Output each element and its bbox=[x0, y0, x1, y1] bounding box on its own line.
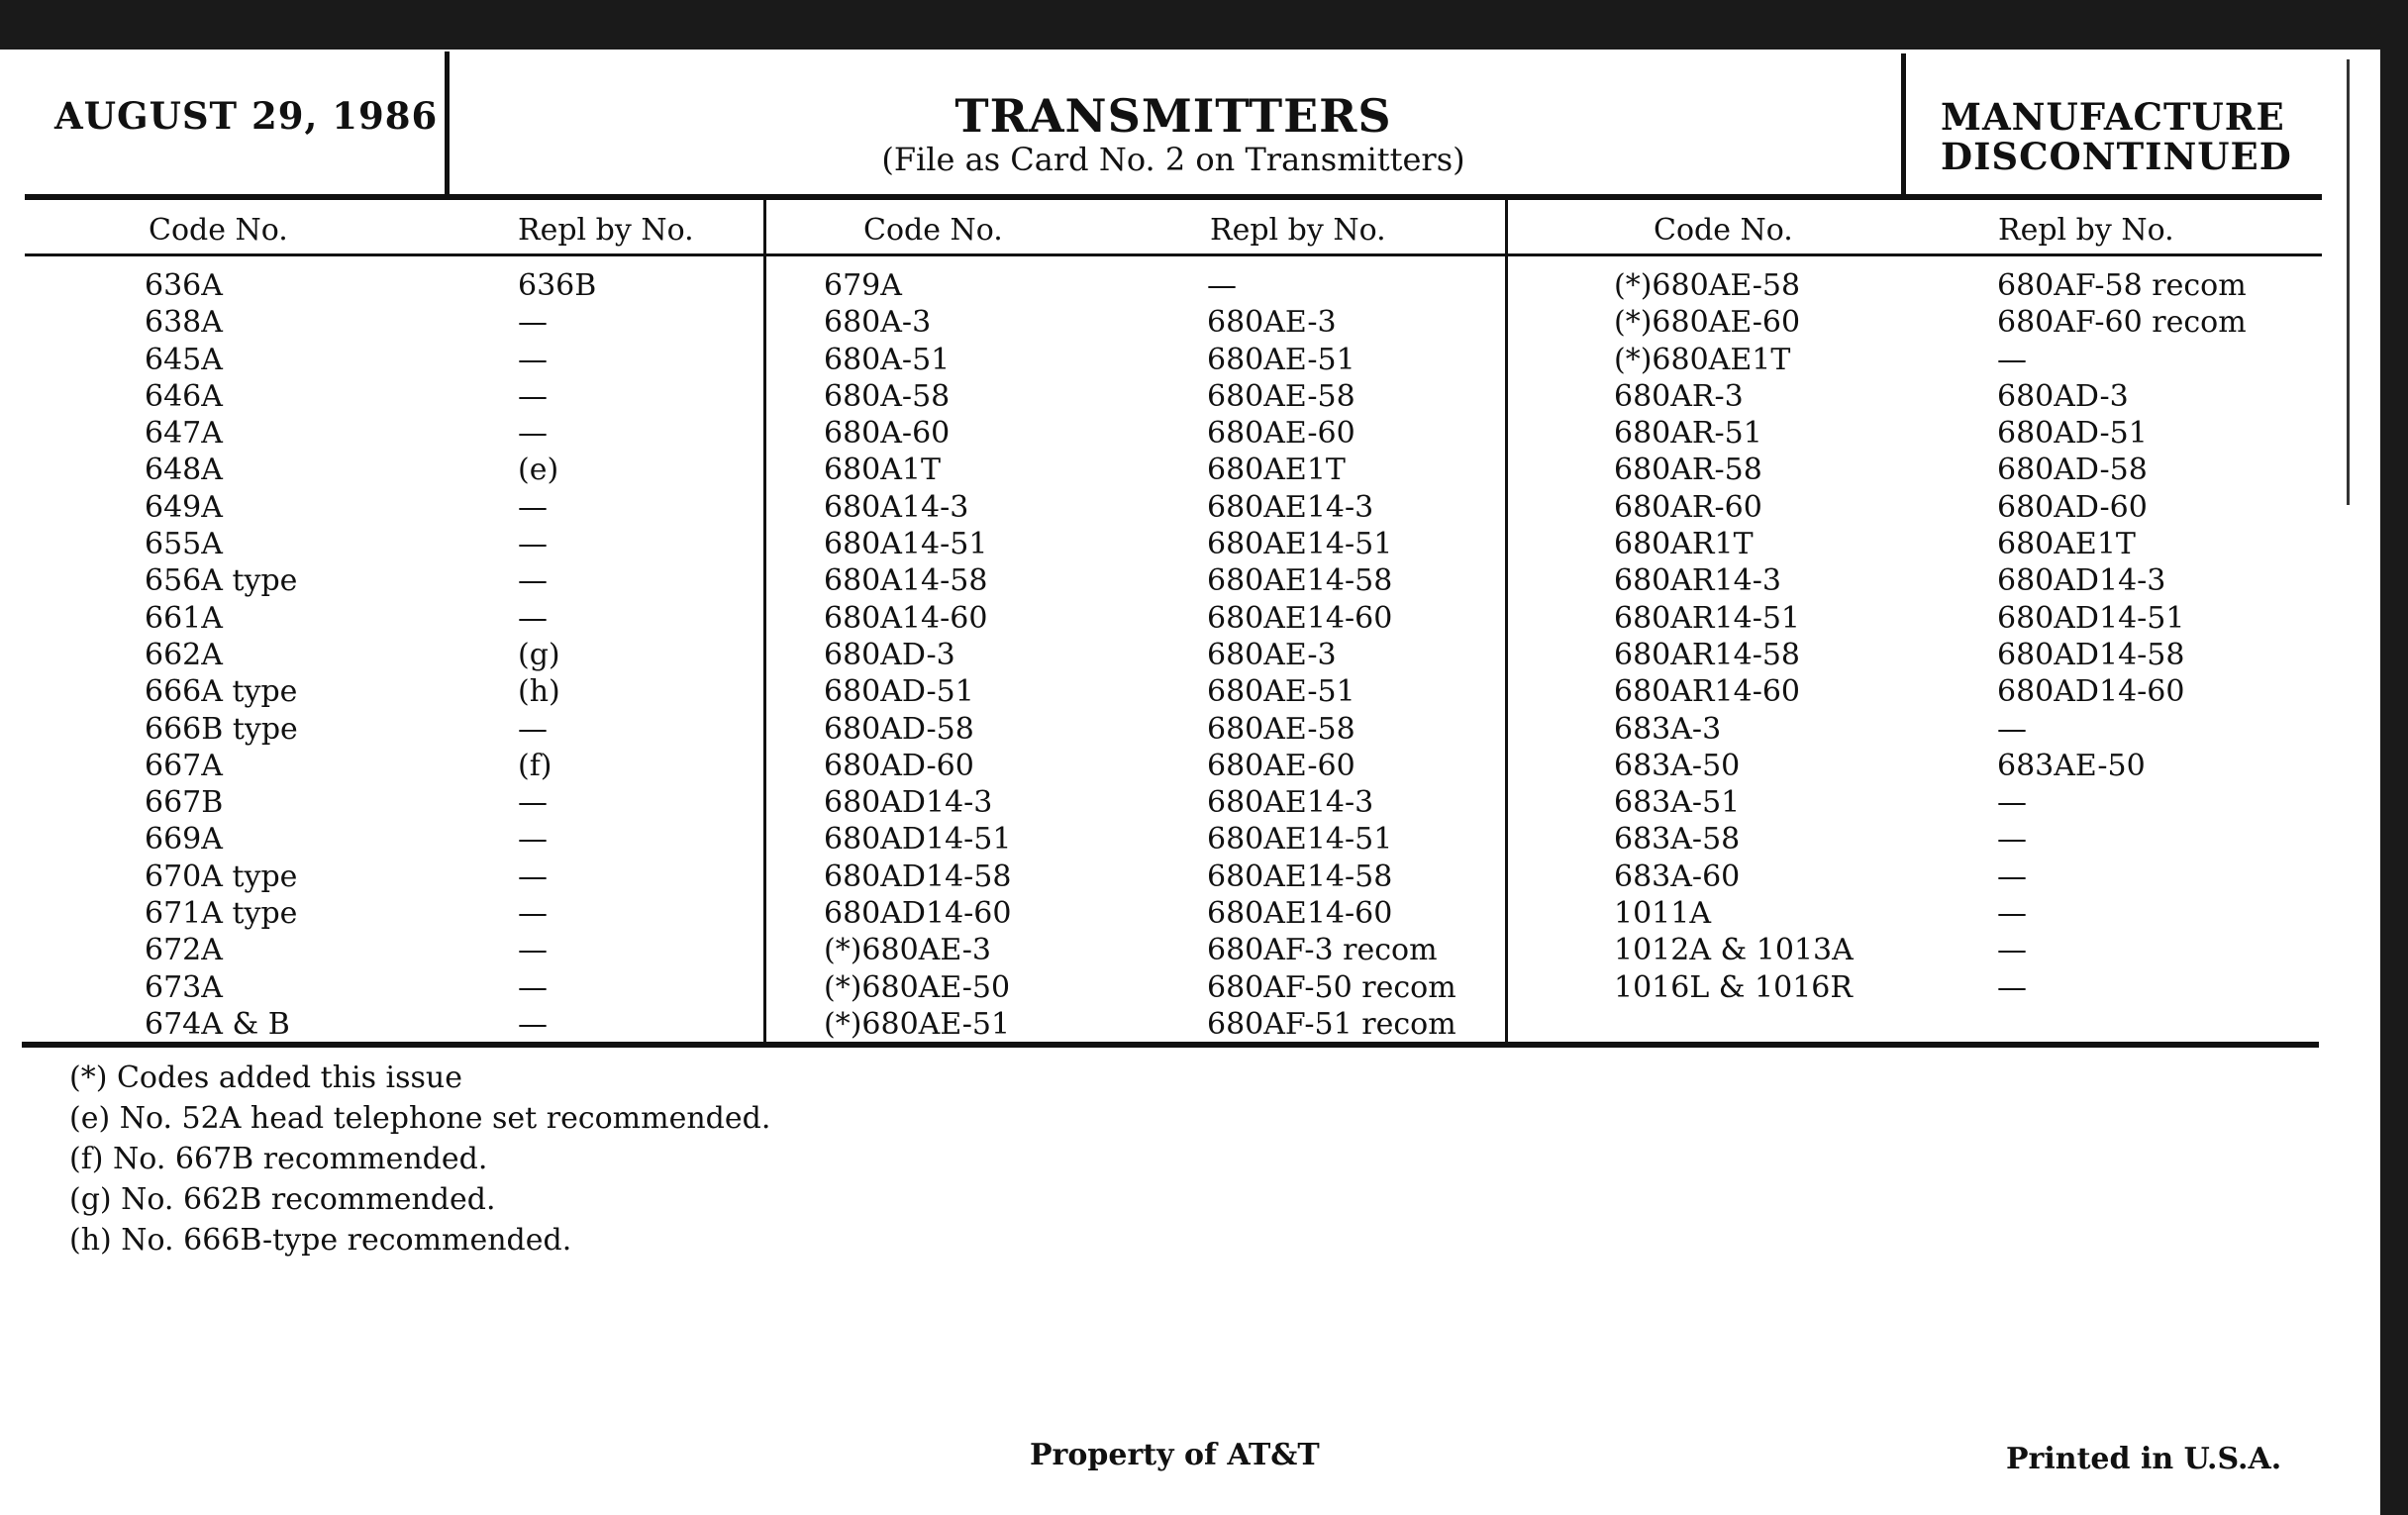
table-divider-2 bbox=[1505, 198, 1508, 1042]
col3-repl-list-item: — bbox=[1997, 896, 2027, 932]
col3-code-list-item: (*)680AE-60 bbox=[1614, 305, 1801, 341]
col2-repl-list-item: 680AE-3 bbox=[1207, 305, 1337, 341]
col2-repl-list-item: 680AF-50 recom bbox=[1207, 969, 1456, 1005]
col3-repl-list-item: — bbox=[1997, 858, 2027, 894]
col3-repl-list-item: 680AD-51 bbox=[1997, 416, 2148, 452]
col1-repl-list-item: — bbox=[518, 489, 548, 525]
col1-code-list-item: 672A bbox=[145, 933, 223, 968]
col2-code-list-item: 680A14-3 bbox=[824, 489, 969, 525]
col1-repl-list-item: — bbox=[518, 933, 548, 968]
card-edge-line bbox=[2347, 59, 2350, 505]
col2-repl-list-item: 680AE14-58 bbox=[1207, 563, 1393, 599]
col2-repl-list-item: 680AE14-3 bbox=[1207, 785, 1374, 821]
col2-code-list-item: 680AD14-3 bbox=[824, 785, 993, 821]
status-label bbox=[1941, 97, 2292, 176]
col3-code-list-item: 680AR14-51 bbox=[1614, 600, 1800, 636]
col3-repl-list-item: 680AD14-60 bbox=[1997, 674, 2185, 710]
col1-repl-list-item: — bbox=[518, 416, 548, 452]
header-rule bbox=[25, 194, 2322, 200]
col3-code-list-item: 683A-3 bbox=[1614, 711, 1722, 747]
col1-repl-list bbox=[518, 267, 596, 1043]
footer-printed: Printed in U.S.A. bbox=[2006, 1442, 2282, 1476]
col1-code-list-item: 669A bbox=[145, 822, 223, 858]
col3-code-list-item: (*)680AE1T bbox=[1614, 342, 1791, 377]
col1-code-header: Code No. bbox=[149, 213, 288, 248]
col3-code-list-item: 683A-50 bbox=[1614, 748, 1741, 783]
col2-repl-header: Repl by No. bbox=[1210, 213, 1386, 248]
col2-repl-list-item: 680AE-58 bbox=[1207, 378, 1355, 414]
col1-code-list-item: 667A bbox=[145, 748, 223, 783]
col3-repl-list-item: 680AE1T bbox=[1997, 527, 2136, 562]
col1-repl-list-item: — bbox=[518, 785, 548, 821]
col1-repl-list-item: — bbox=[518, 527, 548, 562]
col3-code-list-item: 680AR14-60 bbox=[1614, 674, 1800, 710]
col1-repl-list-item: — bbox=[518, 896, 548, 932]
col2-code-list-item: 680A-51 bbox=[824, 342, 951, 377]
col2-code-list-item: 680AD-60 bbox=[824, 748, 974, 783]
col3-repl-list-item: — bbox=[1997, 933, 2027, 968]
col1-repl-list-item: — bbox=[518, 711, 548, 747]
col1-repl-list-item: — bbox=[518, 563, 548, 599]
col3-code-list-item: 683A-60 bbox=[1614, 858, 1741, 894]
col2-repl-list-item: 680AE14-58 bbox=[1207, 858, 1393, 894]
col1-repl-list-item: — bbox=[518, 378, 548, 414]
col2-code-list-item: 680AD-3 bbox=[824, 637, 955, 672]
col1-repl-list-item: — bbox=[518, 822, 548, 858]
col1-code-list-item: 666A type bbox=[145, 674, 298, 710]
col2-code-list-item: 679A bbox=[824, 268, 902, 303]
col2-code-list-item: 680A-58 bbox=[824, 378, 951, 414]
col3-repl-list bbox=[1997, 267, 2247, 1006]
col2-repl-list-item: 680AE14-60 bbox=[1207, 600, 1393, 636]
col3-code-list-item: 1012A & 1013A bbox=[1614, 933, 1854, 968]
col3-code-list-item: 680AR14-58 bbox=[1614, 637, 1800, 672]
col3-code-list-item: 680AR-60 bbox=[1614, 489, 1762, 525]
col2-repl-list bbox=[1207, 267, 1456, 1043]
footnotes-item: (*) Codes added this issue bbox=[69, 1060, 463, 1095]
col1-repl-list-item: — bbox=[518, 342, 548, 377]
col2-repl-list-item: 680AE14-3 bbox=[1207, 489, 1374, 525]
col1-repl-list-item: (f) bbox=[518, 748, 552, 783]
col1-code-list-item: 662A bbox=[145, 637, 223, 672]
col3-code-list bbox=[1614, 267, 1854, 1006]
footnotes-item: (g) No. 662B recommended. bbox=[69, 1182, 496, 1217]
col2-repl-list-item: 680AE14-51 bbox=[1207, 527, 1393, 562]
col3-repl-list-item: 683AE-50 bbox=[1997, 748, 2146, 783]
col1-repl-list-item: — bbox=[518, 305, 548, 341]
col3-code-list-item: 683A-58 bbox=[1614, 822, 1741, 858]
col1-repl-list-item: — bbox=[518, 858, 548, 894]
col2-code-list-item: 680AD14-58 bbox=[824, 858, 1012, 894]
footnotes-item: (f) No. 667B recommended. bbox=[69, 1142, 488, 1176]
footer-property: Property of AT&T bbox=[1030, 1438, 1320, 1472]
col2-repl-list-item: 680AE-58 bbox=[1207, 711, 1355, 747]
col1-code-list bbox=[145, 267, 298, 1043]
col2-repl-list-item: 680AE14-60 bbox=[1207, 896, 1393, 932]
footnotes-item: (e) No. 52A head telephone set recommended. bbox=[69, 1101, 771, 1136]
col1-repl-header: Repl by No. bbox=[518, 213, 694, 248]
col3-code-list-item: 680AR14-3 bbox=[1614, 563, 1781, 599]
col1-repl-list-item: — bbox=[518, 600, 548, 636]
col1-code-list-item: 645A bbox=[145, 342, 223, 377]
col3-code-list-item: 683A-51 bbox=[1614, 785, 1741, 821]
col3-repl-list-item: — bbox=[1997, 342, 2027, 377]
col3-code-list-item: 680AR-51 bbox=[1614, 416, 1762, 452]
col3-repl-list-item: 680AD14-58 bbox=[1997, 637, 2185, 672]
col3-repl-list-item: — bbox=[1997, 711, 2027, 747]
col1-code-list-item: 646A bbox=[145, 378, 223, 414]
col1-repl-list-item: (g) bbox=[518, 637, 560, 672]
status-line-2: DISCONTINUED bbox=[1941, 135, 2292, 178]
col2-code-list-item: 680A-60 bbox=[824, 416, 951, 452]
col1-repl-list-item: — bbox=[518, 969, 548, 1005]
col2-code-list-item: (*)680AE-50 bbox=[824, 969, 1011, 1005]
col2-code-list-item: 680A1T bbox=[824, 453, 942, 488]
col3-code-header: Code No. bbox=[1654, 213, 1793, 248]
col2-repl-list-item: 680AE-3 bbox=[1207, 637, 1337, 672]
col1-code-list-item: 636A bbox=[145, 268, 223, 303]
col2-repl-list-item: — bbox=[1207, 268, 1237, 303]
header-divider-right bbox=[1901, 53, 1906, 198]
document-title: TRANSMITTERS bbox=[954, 89, 1392, 143]
col3-repl-header: Repl by No. bbox=[1998, 213, 2174, 248]
footnotes bbox=[69, 1058, 770, 1261]
col2-repl-list-item: 680AF-3 recom bbox=[1207, 933, 1438, 968]
col1-code-list-item: 661A bbox=[145, 600, 223, 636]
scan-top-border bbox=[0, 0, 2408, 50]
scan-right-border bbox=[2380, 50, 2408, 1515]
col2-code-list-item: 680AD14-60 bbox=[824, 896, 1012, 932]
col1-code-list-item: 638A bbox=[145, 305, 223, 341]
col3-repl-list-item: 680AF-58 recom bbox=[1997, 268, 2247, 303]
col3-code-list-item: 680AR-58 bbox=[1614, 453, 1762, 488]
col1-code-list-item: 674A & B bbox=[145, 1006, 290, 1042]
col3-code-list-item: 680AR1T bbox=[1614, 527, 1754, 562]
col3-repl-list-item: 680AD-3 bbox=[1997, 378, 2129, 414]
col2-repl-list-item: 680AE-60 bbox=[1207, 748, 1355, 783]
col1-code-list-item: 666B type bbox=[145, 711, 298, 747]
col1-code-list-item: 667B bbox=[145, 785, 224, 821]
col1-code-list-item: 656A type bbox=[145, 563, 298, 599]
table-divider-1 bbox=[763, 198, 766, 1042]
col2-repl-list-item: 680AE14-51 bbox=[1207, 822, 1393, 858]
col1-repl-list-item: (h) bbox=[518, 674, 560, 710]
footnotes-item: (h) No. 666B-type recommended. bbox=[69, 1223, 572, 1258]
col1-repl-list-item: — bbox=[518, 1006, 548, 1042]
col3-repl-list-item: 680AD14-3 bbox=[1997, 563, 2166, 599]
col3-code-list-item: 1011A bbox=[1614, 896, 1712, 932]
status-line-1: MANUFACTURE bbox=[1941, 95, 2285, 139]
col2-code-list-item: 680A-3 bbox=[824, 305, 932, 341]
col1-code-list-item: 670A type bbox=[145, 858, 298, 894]
col2-repl-list-item: 680AE-60 bbox=[1207, 416, 1355, 452]
col2-code-list-item: (*)680AE-51 bbox=[824, 1006, 1011, 1042]
col1-code-list-item: 647A bbox=[145, 416, 223, 452]
col1-repl-list-item: 636B bbox=[518, 268, 597, 303]
col2-code-list-item: 680AD-58 bbox=[824, 711, 974, 747]
col2-code-list-item: (*)680AE-3 bbox=[824, 933, 992, 968]
col1-repl-list-item: (e) bbox=[518, 453, 559, 488]
col3-repl-list-item: — bbox=[1997, 969, 2027, 1005]
col2-code-list bbox=[824, 267, 1011, 1043]
document-subtitle: (File as Card No. 2 on Transmitters) bbox=[881, 141, 1465, 178]
col2-repl-list-item: 680AE1T bbox=[1207, 453, 1346, 488]
col2-repl-list-item: 680AE-51 bbox=[1207, 342, 1355, 377]
col2-code-header: Code No. bbox=[863, 213, 1003, 248]
col2-code-list-item: 680AD-51 bbox=[824, 674, 974, 710]
col1-code-list-item: 671A type bbox=[145, 896, 298, 932]
col2-repl-list-item: 680AF-51 recom bbox=[1207, 1006, 1456, 1042]
col3-repl-list-item: 680AD14-51 bbox=[1997, 600, 2185, 636]
col3-repl-list-item: 680AD-60 bbox=[1997, 489, 2148, 525]
col2-repl-list-item: 680AE-51 bbox=[1207, 674, 1355, 710]
col3-code-list-item: 1016L & 1016R bbox=[1614, 969, 1853, 1005]
col2-code-list-item: 680A14-60 bbox=[824, 600, 988, 636]
col3-repl-list-item: 680AD-58 bbox=[1997, 453, 2148, 488]
table-bottom-rule bbox=[22, 1042, 2319, 1048]
col1-code-list-item: 649A bbox=[145, 489, 223, 525]
col2-code-list-item: 680A14-51 bbox=[824, 527, 988, 562]
issue-date: AUGUST 29, 1986 bbox=[54, 94, 439, 138]
col2-code-list-item: 680A14-58 bbox=[824, 563, 988, 599]
col3-code-list-item: 680AR-3 bbox=[1614, 378, 1744, 414]
column-header-rule bbox=[25, 253, 2322, 256]
col2-code-list-item: 680AD14-51 bbox=[824, 822, 1012, 858]
col1-code-list-item: 673A bbox=[145, 969, 223, 1005]
col3-repl-list-item: — bbox=[1997, 785, 2027, 821]
col3-repl-list-item: 680AF-60 recom bbox=[1997, 305, 2247, 341]
col1-code-list-item: 655A bbox=[145, 527, 223, 562]
col3-repl-list-item: — bbox=[1997, 822, 2027, 858]
col3-code-list-item: (*)680AE-58 bbox=[1614, 268, 1801, 303]
col1-code-list-item: 648A bbox=[145, 453, 223, 488]
